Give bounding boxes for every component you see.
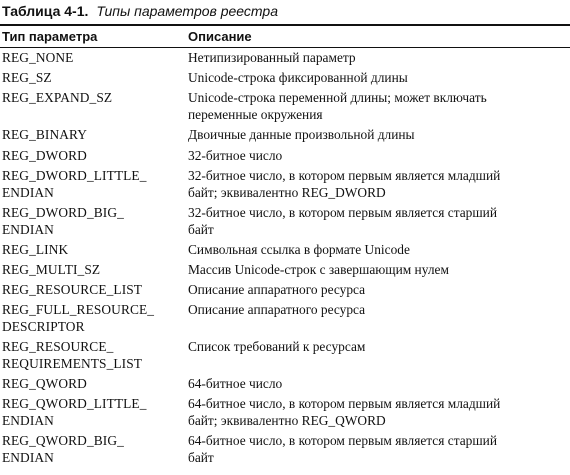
- table-row: [0, 302, 570, 339]
- parameter-type-cell: REG_RESOURCE_LIST: [2, 282, 143, 298]
- table-title: Типы параметров реестра: [96, 3, 278, 19]
- table-row: [0, 242, 570, 262]
- table-row: [0, 433, 570, 470]
- parameter-type-cell: REG_RESOURCE_ REQUIREMENTS_LIST: [2, 339, 143, 372]
- header-rule: [0, 47, 570, 48]
- column-header-type: Тип параметра: [2, 29, 98, 44]
- description-cell: Unicode-строка фиксированной длины: [188, 70, 408, 86]
- column-header-description: Описание: [188, 29, 252, 44]
- table-row: [0, 50, 570, 70]
- description-cell: Символьная ссылка в формате Unicode: [188, 241, 410, 257]
- table-row: [0, 70, 570, 90]
- description-cell: 32-битное число: [188, 147, 283, 163]
- description-cell: Нетипизированный параметр: [188, 50, 356, 65]
- parameter-type-cell: REG_DWORD_BIG_ ENDIAN: [2, 204, 124, 237]
- table-row: [0, 262, 570, 282]
- parameter-type-cell: REG_QWORD_BIG_ ENDIAN: [2, 433, 124, 466]
- description-cell: Список требований к ресурсам: [188, 339, 366, 355]
- table-row: [0, 396, 570, 433]
- description-cell: Описание аппаратного ресурса: [188, 282, 366, 298]
- description-cell: 32-битное число, в котором первым является старший байт: [188, 204, 497, 237]
- parameter-type-cell: REG_BINARY: [2, 127, 88, 143]
- parameter-type-cell: REG_EXPAND_SZ: [2, 90, 113, 106]
- description-cell: 32-битное число, в котором первым является младший байт; эквивалентно REG_DWORD: [188, 167, 501, 200]
- table-row: [0, 148, 570, 168]
- table-caption: [2, 2, 278, 20]
- description-cell: 64-битное число, в котором первым является старший байт: [188, 433, 497, 466]
- parameter-type-cell: REG_NONE: [2, 50, 74, 65]
- parameter-type-cell: REG_LINK: [2, 241, 69, 257]
- table-row: [0, 282, 570, 302]
- table-row: [0, 205, 570, 242]
- parameter-type-cell: REG_SZ: [2, 70, 52, 86]
- table-row: [0, 90, 570, 127]
- parameter-type-cell: REG_MULTI_SZ: [2, 261, 101, 277]
- parameter-type-cell: REG_DWORD: [2, 147, 87, 163]
- top-rule: [0, 24, 570, 26]
- table-number: Таблица 4-1.: [2, 3, 89, 19]
- table-body: [0, 50, 570, 470]
- parameter-type-cell: REG_QWORD_LITTLE_ ENDIAN: [2, 396, 147, 429]
- parameter-type-cell: REG_QWORD: [2, 376, 87, 392]
- description-cell: Описание аппаратного ресурса: [188, 302, 366, 318]
- parameter-type-cell: REG_DWORD_LITTLE_ ENDIAN: [2, 167, 147, 200]
- description-cell: Двоичные данные произвольной длины: [188, 127, 415, 143]
- description-cell: 64-битное число: [188, 376, 283, 392]
- description-cell: Массив Unicode-строк с завершающим нулем: [188, 261, 449, 277]
- parameter-type-cell: REG_FULL_RESOURCE_ DESCRIPTOR: [2, 302, 155, 335]
- table-row: [0, 376, 570, 396]
- table-row: [0, 127, 570, 147]
- description-cell: 64-битное число, в котором первым является младший байт; эквивалентно REG_QWORD: [188, 396, 501, 429]
- description-cell: Unicode-строка переменной длины; может включать переменные окружения: [188, 90, 487, 123]
- table-row: [0, 339, 570, 376]
- table-row: [0, 168, 570, 205]
